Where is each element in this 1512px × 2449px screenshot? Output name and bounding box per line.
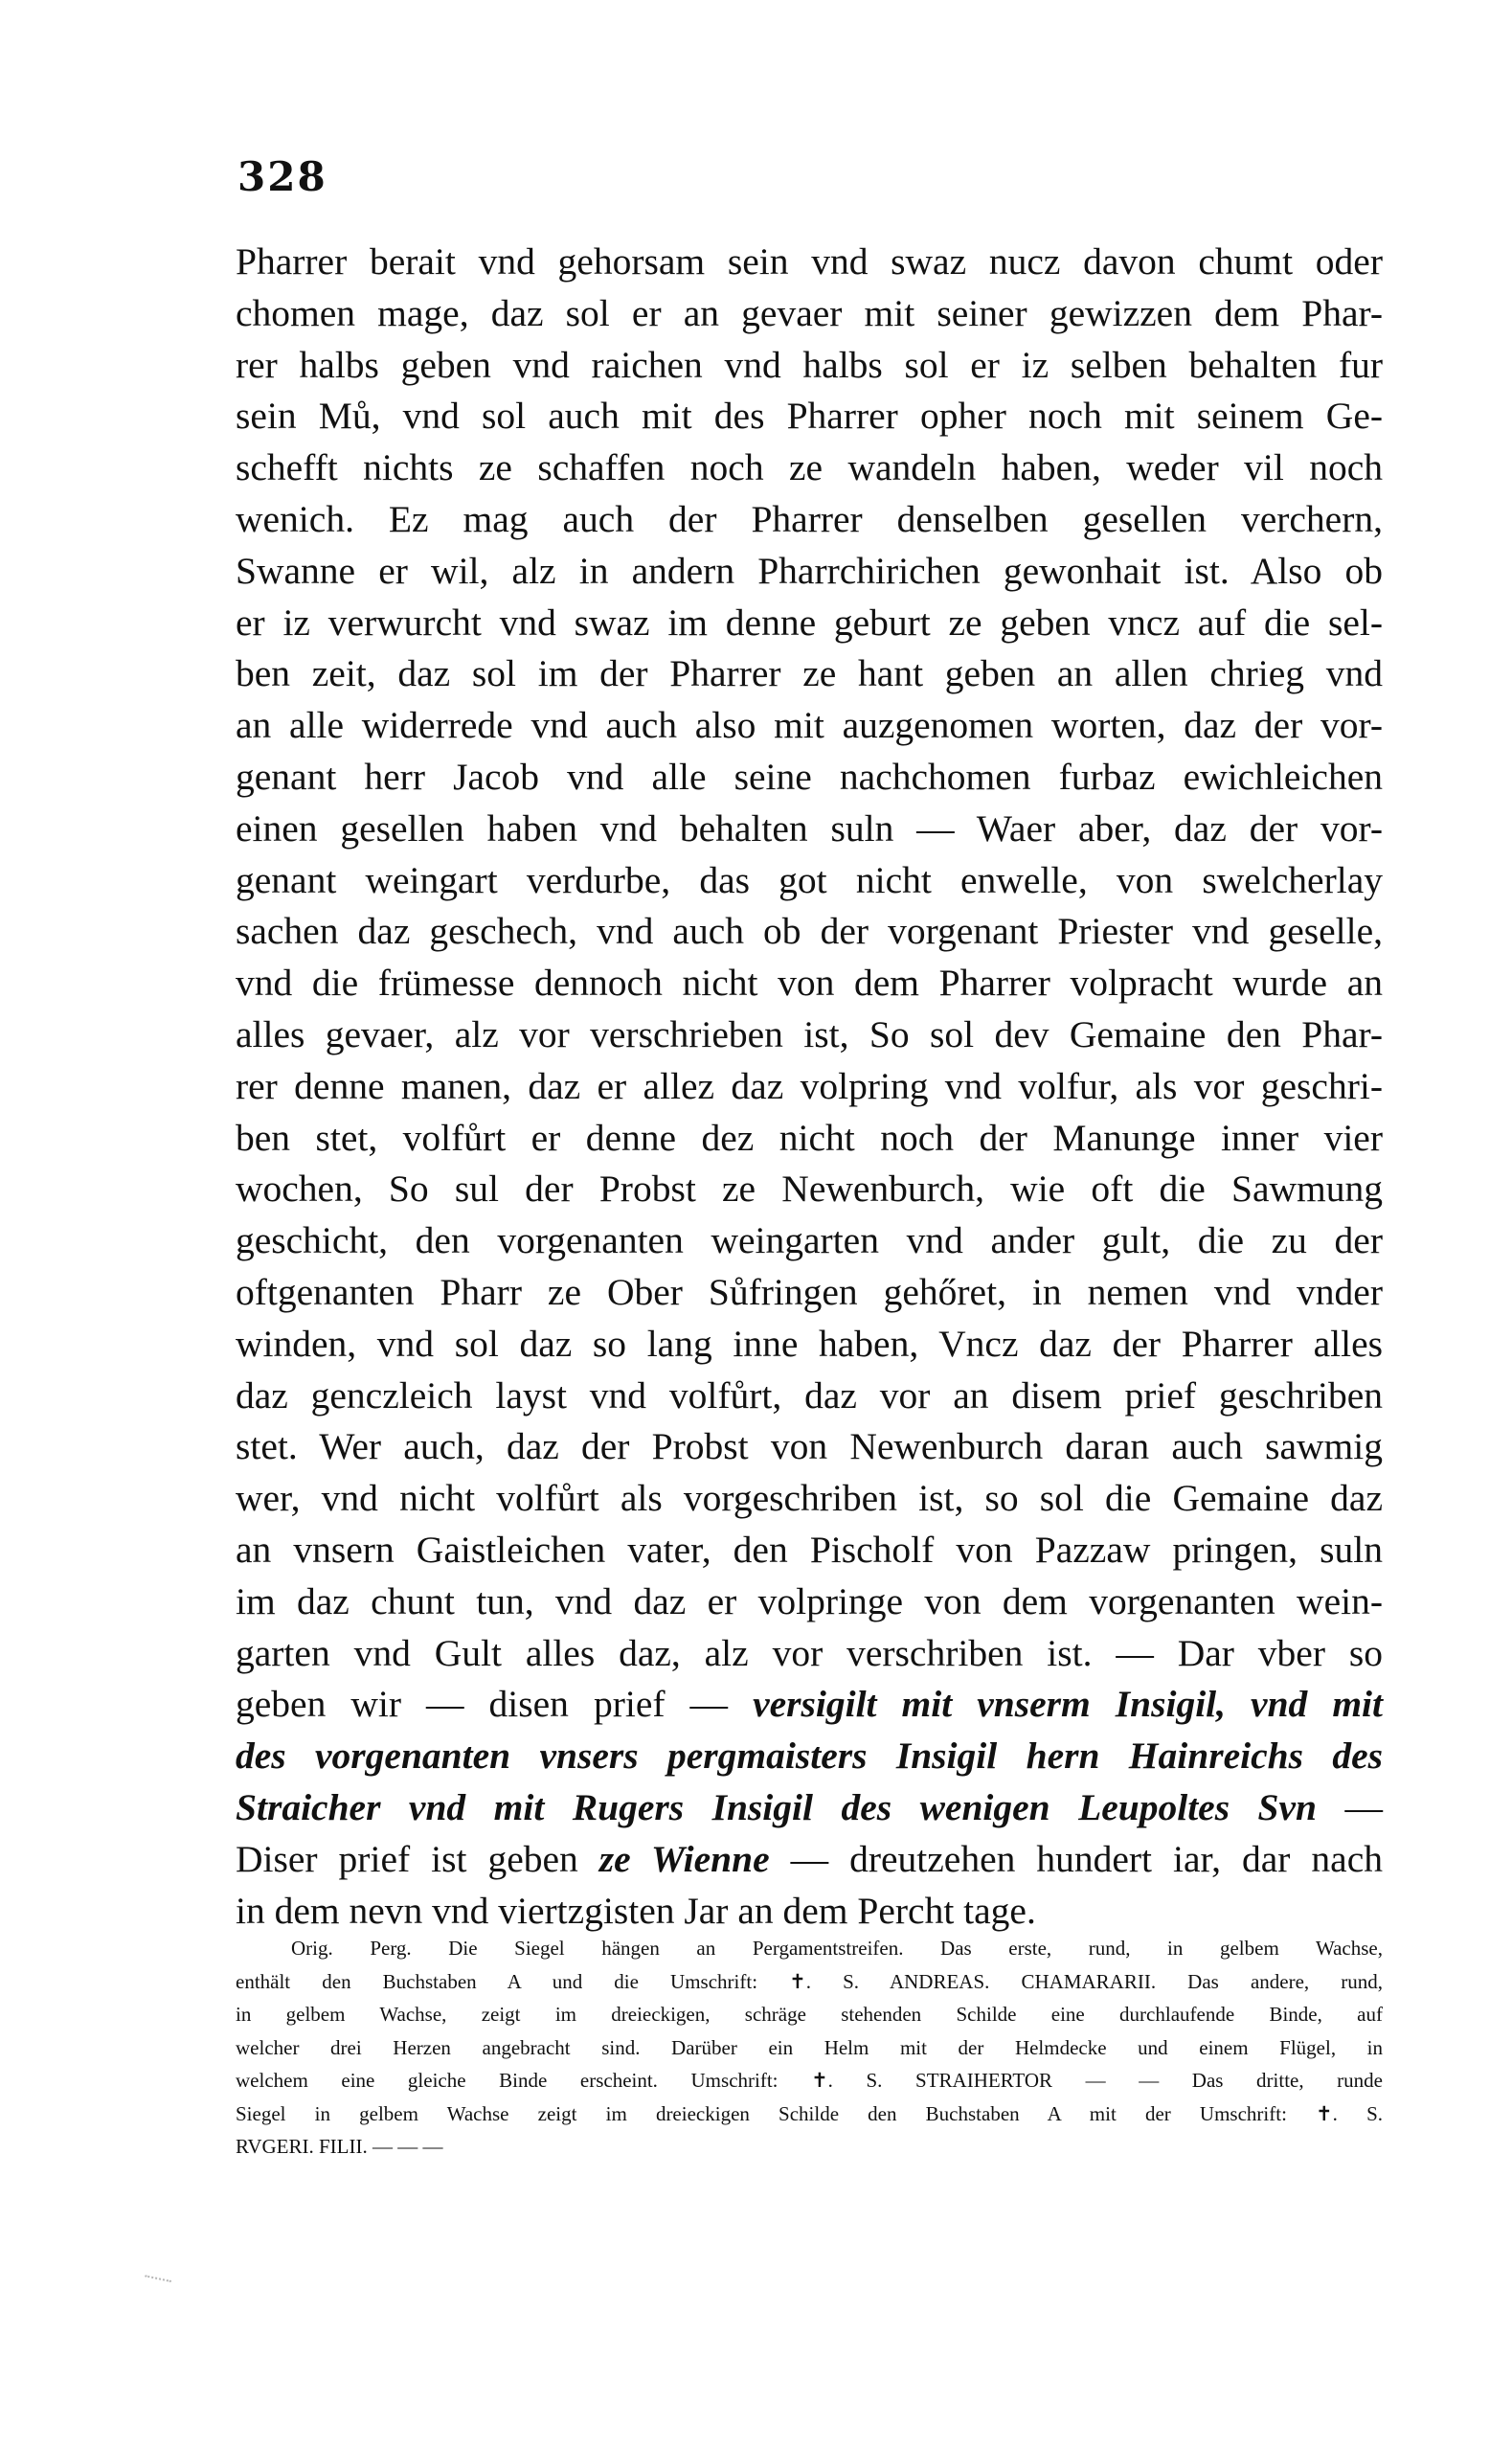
text-line: Pharrer berait vnd gehorsam sein vnd swaz nucz davon chumt oder <box>236 240 1383 283</box>
text-line: genant weingart verdurbe, das got nicht enwelle, von swelcherlay <box>236 858 1383 901</box>
footnote-line: Siegel in gelbem Wachse zeigt im dreieckigen Schilde den Buchstaben A mit der Umschrift: ✝. S. <box>236 2101 1383 2125</box>
footnote-line: welcher drei Herzen angebracht sind. Darüber ein Helm mit der Helmdecke und einem Flügel, in <box>236 2035 1383 2059</box>
text-line <box>236 1679 1383 1731</box>
text-line: garten vnd Gult alles daz, alz vor verschriben ist. — Dar vber so <box>236 1631 1383 1674</box>
text-run: — dreutzehen hundert iar, dar nach <box>769 1837 1383 1880</box>
footnote-line: welchem eine gleiche Binde erscheint. Umschrift: ✝. S. STRAIHERTOR — — Das dritte, runde <box>236 2069 1383 2092</box>
text-line: sein Mů, vnd sol auch mit des Pharrer opher noch mit seinem Ge- <box>236 395 1383 438</box>
text-line: rer denne manen, daz er allez daz volpring vnd volfur, als vor geschri- <box>236 1064 1383 1107</box>
text-line: schefft nichts ze schaffen noch ze wandeln haben, weder vil noch <box>236 446 1383 489</box>
italic-run: ze Wienne <box>598 1837 770 1880</box>
page-number: 328 <box>237 153 327 200</box>
text-line <box>236 1782 1383 1834</box>
scan-mark <box>143 2275 171 2292</box>
text-run: — <box>1317 1785 1384 1828</box>
text-line: ben stet, volfůrt er denne dez nicht noch der Manunge inner vier <box>236 1116 1383 1159</box>
text-line: einen gesellen haben vnd behalten suln — Waer aber, daz der vor- <box>236 806 1383 850</box>
text-line: geschicht, den vorgenanten weingarten vnd ander gult, die zu der <box>236 1219 1383 1262</box>
text-line: ben zeit, daz sol im der Pharrer ze hant geben an allen chrieg vnd <box>236 652 1383 695</box>
text-line: im daz chunt tun, vnd daz er volpringe von dem vorgenanten wein- <box>236 1579 1383 1622</box>
text-line <box>236 1731 1383 1782</box>
text-line: an vnsern Gaistleichen vater, den Pischolf von Pazzaw pringen, suln <box>236 1528 1383 1571</box>
text-line: daz genczleich layst vnd volfůrt, daz vor an disem prief geschriben <box>236 1373 1383 1417</box>
text-line: chomen mage, daz sol er an gevaer mit seiner gewizzen dem Phar- <box>236 291 1383 334</box>
italic-run: Straicher vnd mit Rugers Insigil des wenigen Leupoltes Svn <box>236 1785 1318 1828</box>
footnote-line: enthält den Buchstaben A und die Umschrift: ✝. S. ANDREAS. CHAMARARII. Das andere, rund, <box>236 1969 1383 1993</box>
footnote <box>236 1932 1383 2164</box>
text-line: wer, vnd nicht volfůrt als vorgeschriben ist, so sol die Gemaine daz <box>236 1477 1383 1520</box>
text-line: genant herr Jacob vnd alle seine nachchomen furbaz ewichleichen <box>236 755 1383 798</box>
text-line: vnd die frümesse dennoch nicht von dem Pharrer volpracht wurde an <box>236 962 1383 1005</box>
text-run: geben wir — disen prief — <box>236 1683 754 1726</box>
text-line: rer halbs geben vnd raichen vnd halbs sol er iz selben behalten fur <box>236 343 1383 386</box>
text-line: er iz verwurcht vnd swaz im denne geburt ze geben vncz auf die sel- <box>236 601 1383 644</box>
text-line: an alle widerrede vnd auch also mit auzgenomen worten, daz der vor- <box>236 704 1383 747</box>
text-line: in dem nevn vnd viertzgisten Jar an dem Percht tage. <box>236 1889 1036 1932</box>
text-line <box>236 1834 1383 1886</box>
text-line: wochen, So sul der Probst ze Newenburch, wie oft die Sawmung <box>236 1168 1383 1211</box>
italic-run: des vorgenanten vnsers pergmaisters Insigil hern Hainreichs des <box>236 1735 1383 1778</box>
text-line: sachen daz geschech, vnd auch ob der vorgenant Priester vnd geselle, <box>236 910 1383 953</box>
text-line: Swanne er wil, alz in andern Pharrchirichen gewonhait ist. Also ob <box>236 549 1383 592</box>
text-run: Diser prief ist geben <box>236 1837 599 1880</box>
footnote-line: Orig. Perg. Die Siegel hängen an Pergamentstreifen. Das erste, rund, in gelbem Wachse, <box>291 1937 1383 1960</box>
footnote-line: RVGERI. FILII. — — — <box>236 2135 443 2158</box>
text-line: winden, vnd sol daz so lang inne haben, Vncz daz der Pharrer alles <box>236 1322 1383 1365</box>
italic-run: versigilt mit vnserm Insigil, vnd mit <box>753 1683 1383 1726</box>
text-line: oftgenanten Pharr ze Ober Sůfringen gehőret, in nemen vnd vnder <box>236 1270 1383 1313</box>
footnote-line: in gelbem Wachse, zeigt im dreieckigen, schräge stehenden Schilde eine durchlaufende Binde, auf <box>236 2003 1383 2026</box>
main-text <box>236 237 1383 1937</box>
text-line: wenich. Ez mag auch der Pharrer denselben gesellen verchern, <box>236 497 1383 540</box>
text-line: stet. Wer auch, daz der Probst von Newenburch daran auch sawmig <box>236 1425 1383 1468</box>
text-line: alles gevaer, alz vor verschrieben ist, So sol dev Gemaine den Phar- <box>236 1012 1383 1055</box>
